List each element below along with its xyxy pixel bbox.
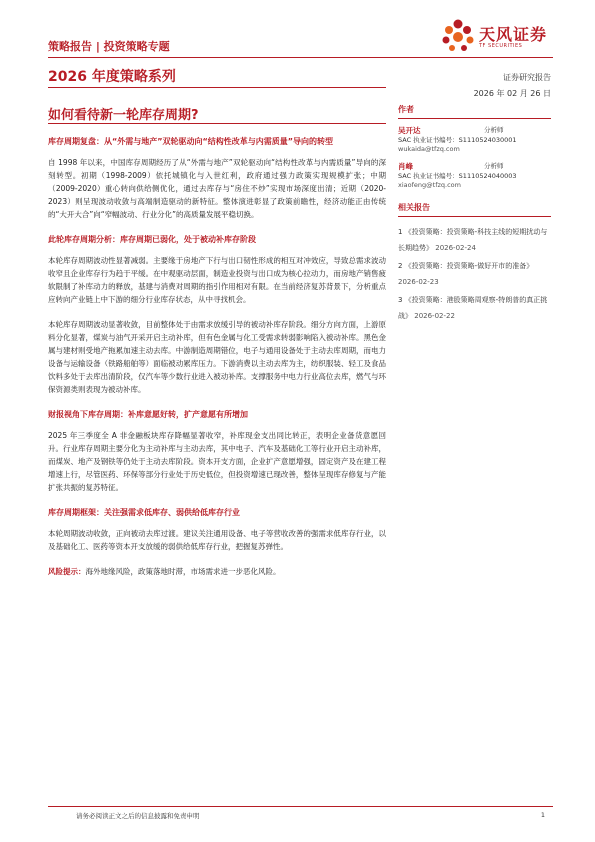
related-heading: 相关报告 (398, 202, 551, 217)
author-email[interactable]: xiaofeng@tfzq.com (398, 181, 461, 189)
section-subtitle: 库存周期复盘：从“外需与地产”双轮驱动向“结构性改革与内需质量”导向的转型 (48, 137, 334, 146)
author-license: SAC 执业证书编号：S1110524040003 (398, 172, 517, 180)
report-category: 策略报告 | 投资策略专题 (48, 40, 170, 53)
author-role: 分析师 (484, 162, 504, 170)
section-body: 本轮周期波动收敛，正向被动去库过渡。建议关注通用设备、电子等营收改善的强需求低库存行业，以及基础化工、医药等资本开支放缓的弱供给低库存行业，把握复苏弹性。 (48, 529, 386, 551)
related-report-title[interactable]: 1 《投资策略：投资策略-科技主线的短期扰动与长期趋势》 (398, 228, 548, 252)
related-report[interactable] (398, 224, 551, 256)
brand-logo (441, 18, 551, 58)
section-body: 自 1998 年以来，中国库存周期经历了从“外需与地产”双轮驱动向“结构性改革与内需质量”导向的深刻转型。初期（1998-2009）依托城镇化与入世红利，政府通过强力政策实现规模扩张；中期（2009-2020）重心转向供给侧优化，通过去库存与“房住不炒”实现市场深度出清；近期（2020-2023）则呈现波动收敛与高端制造驱动的新特征。整体演进彰显了政策前瞻性，经济动能正由传统的“大开大合”向“窄幅波动、行业分化”的高质量发展平稳切换。 (48, 158, 386, 219)
section-subtitle: 财报视角下库存周期：补库意愿好转，扩产意愿有所增加 (48, 410, 248, 419)
brand-name: 天风证券 (479, 25, 548, 44)
author-card (398, 162, 551, 198)
page-title: 如何看待新一轮库存周期? (48, 108, 199, 123)
footer-disclaimer: 请务必阅读正文之后的信息披露和免责申明 (76, 812, 200, 820)
report-type: 证券研究报告 (503, 73, 551, 82)
related-report-date: 2026-02-22 (414, 312, 455, 320)
author-name: 肖峰 (398, 162, 413, 171)
author-license: SAC 执业证书编号：S1110524030001 (398, 136, 517, 144)
risk-text: 海外地缘风险，政策落地时滞，市场需求进一步恶化风险。 (85, 567, 281, 576)
section-subtitle: 此轮库存周期分析：库存周期已弱化，处于被动补库存阶段 (48, 235, 256, 244)
related-report[interactable] (398, 258, 551, 290)
section-body: 本轮库存周期波动性显著减弱。主要缘于房地产下行与出口韧性形成的相互对冲效应，导致总需求波动收窄且企业库存行为趋于平缓。在中观驱动层面，制造业投资与出口成为核心拉动力，而房地产销售疲软限制了补库动力的释放，基建与消费对周期的指引作用相对有限。在当前经济复苏背景下，分析重点应转向产业链上中下游的细分行业库存状态，从中寻找机会。 (48, 256, 386, 304)
sidebar (398, 104, 551, 326)
related-report-title[interactable]: 2 《投资策略：投资策略-做好开市的准备》 (398, 262, 534, 270)
section-subtitle: 库存周期框架：关注强需求低库存、弱供给低库存行业 (48, 508, 240, 517)
footer-divider (48, 806, 553, 807)
related-report-date: 2026-02-23 (398, 278, 439, 286)
page-number: 1 (540, 811, 545, 819)
author-card (398, 126, 551, 162)
author-role: 分析师 (484, 126, 504, 134)
report-date: 2026 年 02 月 26 日 (473, 89, 551, 98)
series-title: 2026 年度策略系列 (48, 69, 176, 85)
title-divider (48, 123, 386, 124)
risk-label: 风险提示： (48, 567, 86, 576)
author-name: 吴开达 (398, 126, 421, 135)
related-report-title[interactable]: 3 《投资策略：港股策略周观察-特朗普的真正挑战》 (398, 296, 548, 320)
related-report-date: 2026-02-24 (435, 244, 476, 252)
related-report[interactable] (398, 292, 551, 324)
section-body: 本轮库存周期波动显著收敛，目前整体处于由需求放缓引导的被动补库存阶段。细分方向方面，上游原料分化显著，煤炭与油气开采开启主动补库，但有色金属与化工受需求转弱影响陷入被动补库。黑色金属与建材则受地产拖累加速主动去库。中游制造周期错位，电子与通用设备处于主动去库周期，而电力设备与运输设备（铁路船舶等）面临被动累库压力。下游消费以主动去库为主，纺织服装、轻工及食品饮料多处于去库出清阶段，仅汽车等少数行业进入被动补库。支撑服务中电力行业高位去库，燃气与环保资源类则表现为被动补库。 (48, 320, 386, 394)
main-content (48, 135, 386, 590)
authors-heading: 作者 (398, 104, 551, 119)
section-body: 2025 年三季度全 A 非金融板块库存降幅显著收窄，补库现金支出同比转正，表明企业备货意愿回升。行业库存周期主要分化为主动补库与主动去库，其中电子、汽车及基础化工等行业开启主动补库，而煤炭、地产及钢铁等仍处于主动去库阶段。资本开支方面，企业扩产意愿增强，固定资产及在建工程增速上行，尽管医药、环保等部分行业处于历史低位，但投资增速已现改善，整体呈现库存修复与产能扩张共振的复苏特征。 (48, 431, 386, 492)
header-divider (48, 57, 553, 58)
series-divider (48, 87, 386, 88)
author-email[interactable]: wukaida@tfzq.com (398, 145, 460, 153)
risk-warning (48, 565, 386, 578)
logo-icon (441, 18, 475, 54)
brand-en: TF SECURITIES (479, 43, 523, 49)
